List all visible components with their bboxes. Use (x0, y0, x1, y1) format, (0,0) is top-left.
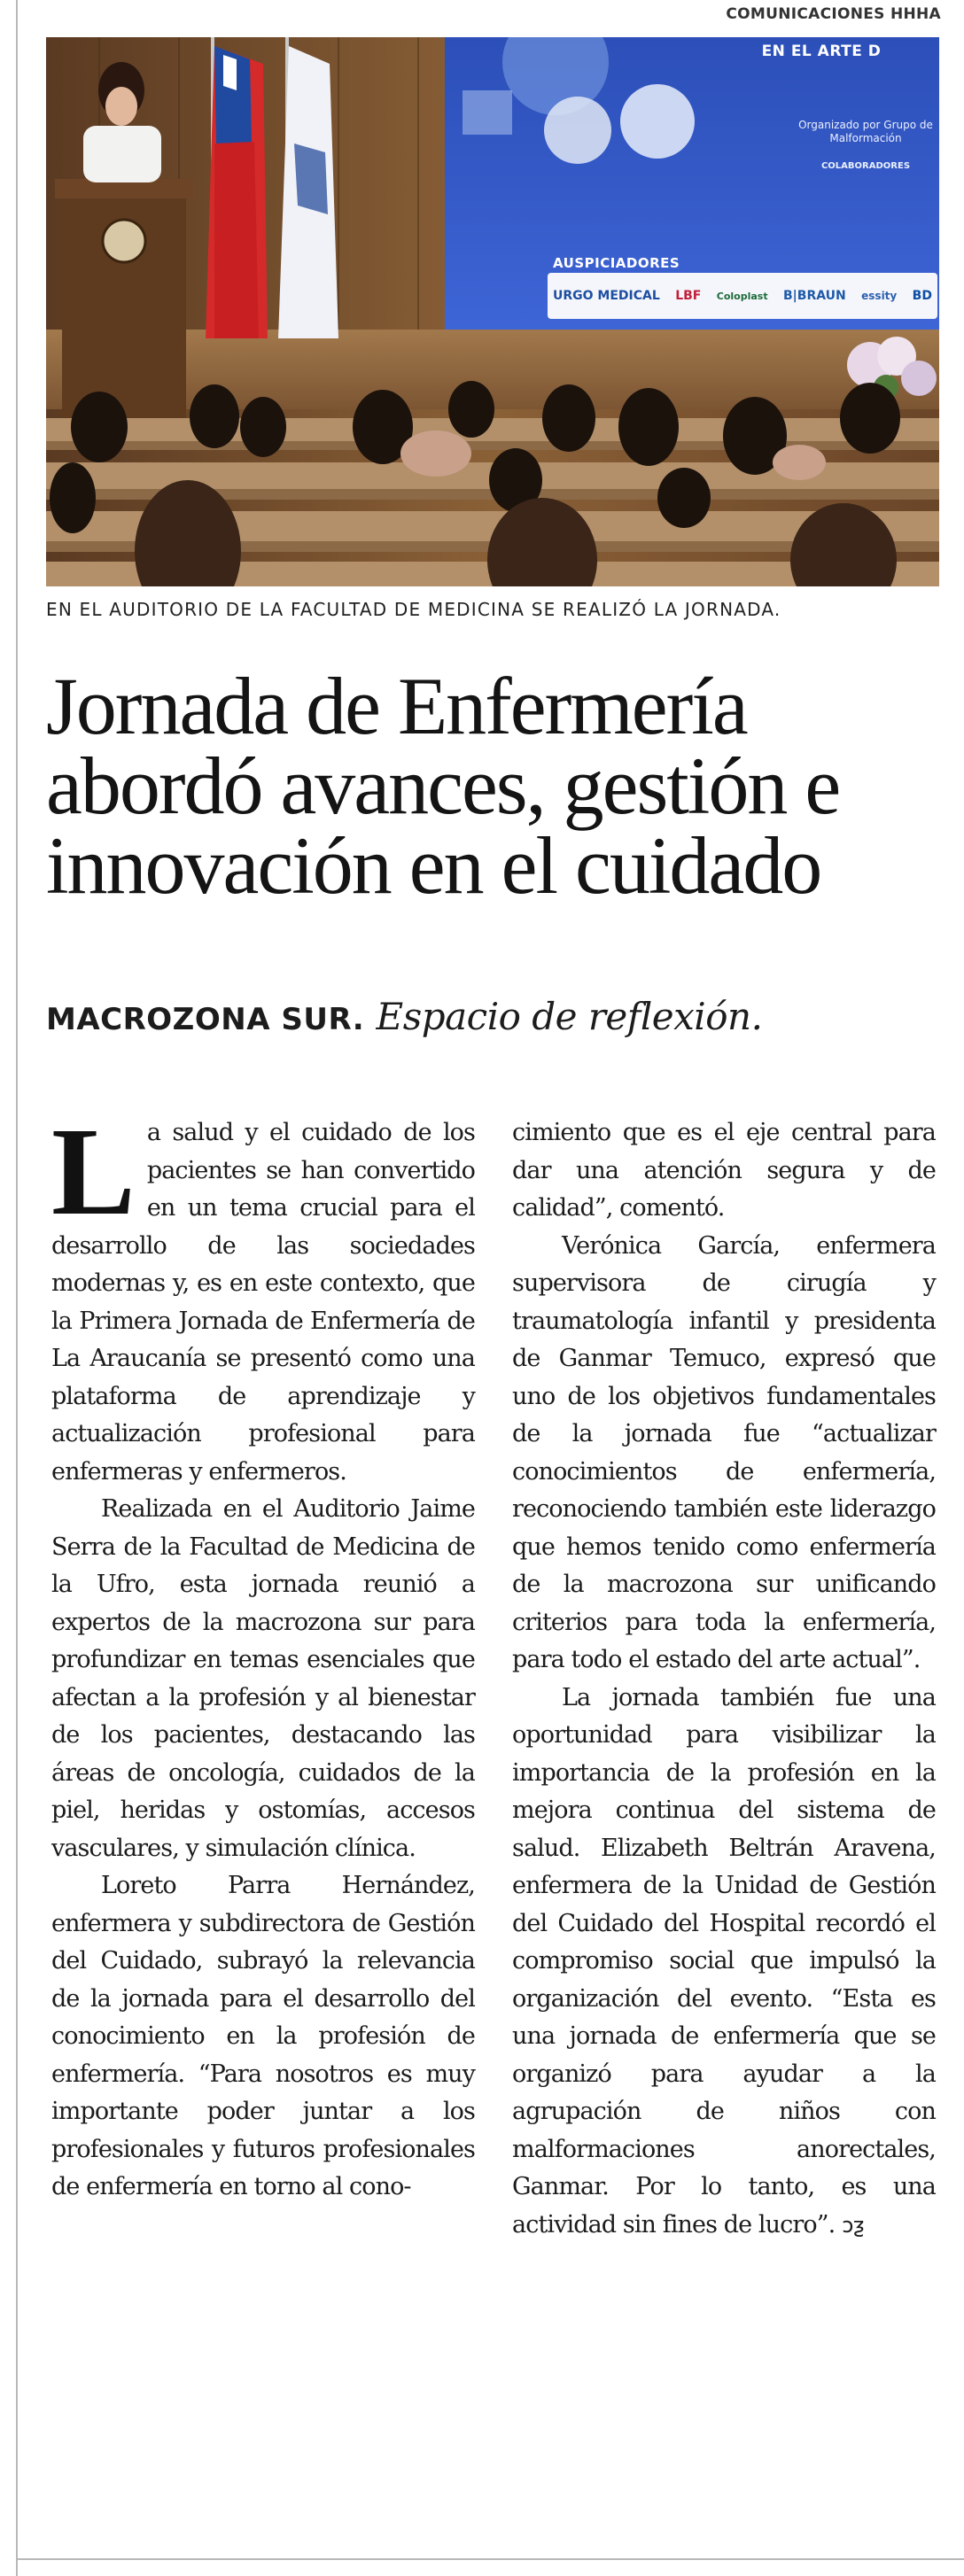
article-column-left (51, 1101, 475, 2207)
subdeck: Espacio de reflexión. (376, 995, 763, 1038)
photo-credit: COMUNICACIONES HHHA (726, 5, 941, 23)
kicker: MACROZONA SUR. (46, 1002, 365, 1037)
sponsor-logo: LBF (675, 289, 702, 303)
headline: Jornada de Enfermería abordó avances, gestión e innovación en el cuidado (46, 661, 840, 911)
sponsors-label: AUSPICIADORES (553, 255, 680, 271)
body-paragraph: Loreto Parra Hernández, enfermera y subdirectora de Gestión del Cuidado, subrayó la relevancia de la jornada para el desarrollo del conocimiento en la profesión de enfermería. “Para nosotros es muy importante poder juntar a los profesionales y futuros profesionales de enfermería en torno al cono- (51, 1872, 475, 2200)
body-paragraph: Verónica García, enfermera supervisora de cirugía y traumatología infantil y presidenta de Ganmar Temuco, expresó que uno de los objetivos fundamentales de la jornada fue “actualizar conocimientos de enfermería, reconociendo también este liderazgo que hemos tenido como enfermería de la macrozona sur unificando criterios para toda la enfermería, para todo el estado del arte actual”. (512, 1231, 936, 1673)
screen-organizer: Organizado por Grupo de Malformación (798, 119, 933, 144)
sponsor-logo: B|BRAUN (783, 289, 846, 303)
photo-caption: EN EL AUDITORIO DE LA FACULTAD DE MEDICINA SE REALIZÓ LA JORNADA. (46, 599, 781, 620)
body-paragraph: Realizada en el Auditorio Jaime Serra de la Facultad de Medicina de la Ufro, esta jornada reunió a expertos de la macrozona sur para profundizar en temas esenciales que afectan a la profesión y al bienestar de los pacientes, destacando las áreas de oncología, cuidados de la piel, heridas y ostomías, accesos vasculares, y simulación clínica. (51, 1495, 475, 1862)
column-rule (16, 0, 18, 2576)
sponsor-logo: essity (861, 290, 898, 302)
article-column-right (512, 1114, 936, 2244)
deck (46, 992, 939, 1044)
body-paragraph: cimiento que es el eje central para dar una atención segura y de calidad”, comentó. (512, 1119, 936, 1222)
sponsor-logo: BD (912, 289, 932, 303)
sponsor-logos (548, 273, 937, 319)
end-mark-icon: ↄƺ (842, 2212, 864, 2238)
paragraph-text: La jornada también fue una oportunidad para visibilizar la importancia de la profesión en la mejora continua del sistema de salud. Elizabeth Beltrán Aravena, enfermera de la Unidad de Gestión del Cuidado del Hospital recordó el compromiso social que impulsó la organización del evento. “Esta es una jornada de enfermería que se organizó para ayudar a la agrupación de niños con malformaciones anorectales, Ganmar. Por lo tanto, es una actividad sin fines de lucro”. (512, 1683, 936, 2238)
event-photo (46, 37, 939, 586)
sponsor-logo: URGO MEDICAL (553, 289, 660, 303)
body-paragraph (512, 1680, 936, 2245)
sponsor-logo: Coloplast (716, 290, 768, 302)
paragraph-text: a salud y el cuidado de los pacientes se han convertido en un tema crucial para el desarrollo de las sociedades modernas y, es en este contexto, que la Primera Jornada de Enfermería de La Araucanía se presentó como una plataforma de aprendizaje y actualización profesional para enfermeras y enfermeros. (51, 1119, 475, 1486)
page-bottom-rule (18, 2558, 964, 2560)
body-paragraph (51, 1101, 475, 1491)
screen-title: EN EL ARTE D (761, 43, 882, 60)
drop-cap: L (51, 1101, 135, 1241)
screen-collaborators: COLABORADORES (820, 161, 911, 171)
